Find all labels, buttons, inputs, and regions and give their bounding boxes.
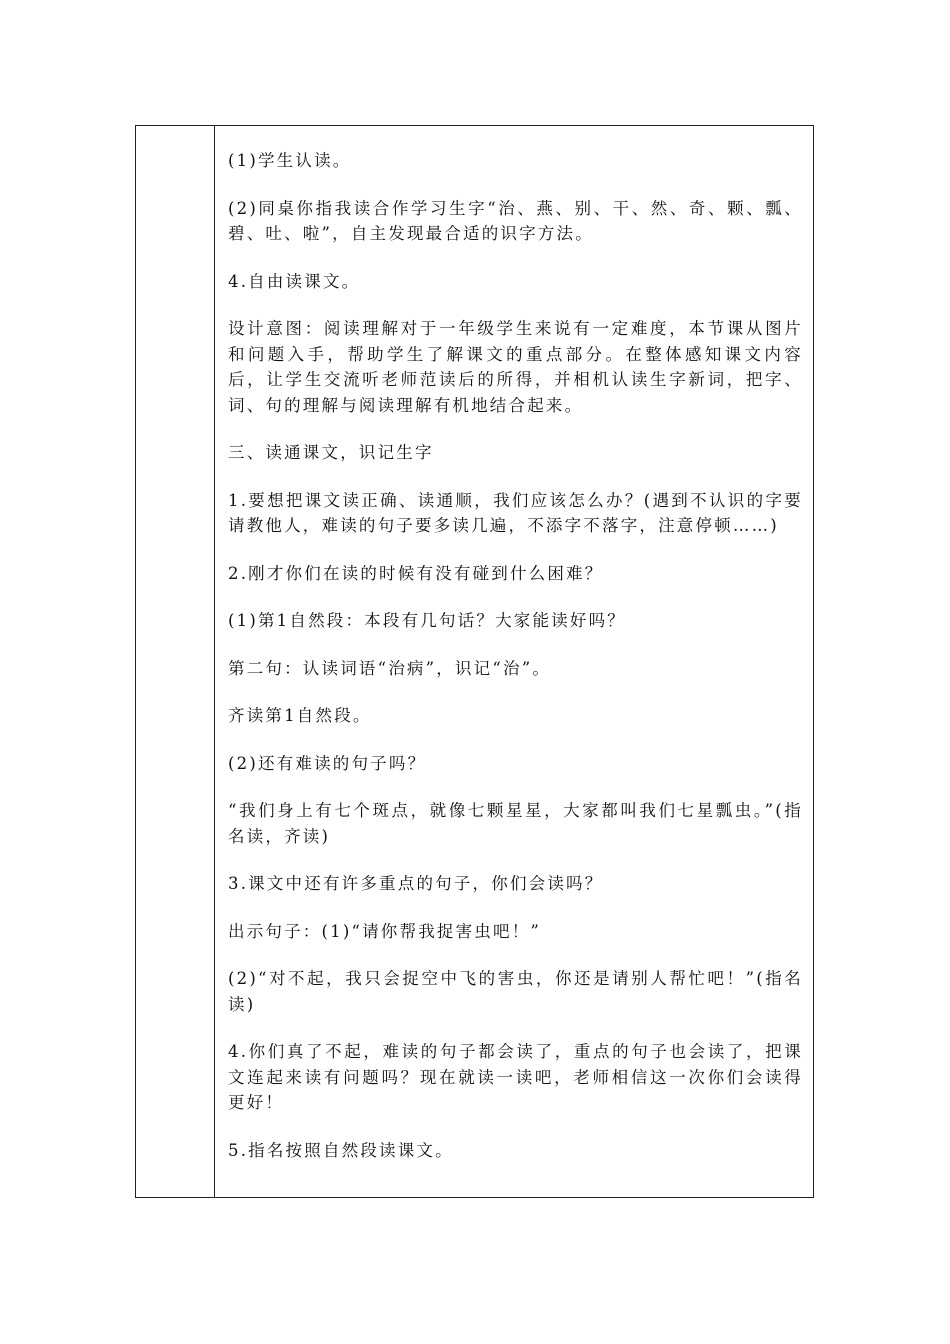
paragraph: (2)同桌你指我读合作学习生字“治、燕、别、干、然、奇、颗、瓢、碧、吐、啦”，自主发现最合适的识字方法。 <box>228 198 803 243</box>
paragraph: 3.课文中还有许多重点的句子，你们会读吗？ <box>228 874 604 893</box>
lesson-table <box>135 125 814 1198</box>
paragraph: 1.要想把课文读正确、读通顺，我们应该怎么办？(遇到不认识的字要请教他人，难读的句子要多读几遍，不添字不落字，注意停顿……) <box>228 490 803 535</box>
table-left-cell <box>136 126 215 1197</box>
paragraph: 出示句子：(1)“请你帮我捉害虫吧！” <box>228 921 542 941</box>
paragraph: (2)还有难读的句子吗？ <box>228 753 427 773</box>
paragraph: 第二句：认读词语“治病”，识记“治”。 <box>228 658 552 678</box>
paragraph: “我们身上有七个斑点，就像七颗星星，大家都叫我们七星瓢虫。”(指名读，齐读) <box>228 801 803 846</box>
table-content-cell <box>228 148 803 1185</box>
paragraph: 5.指名按照自然段读课文。 <box>228 1140 454 1160</box>
paragraph: (1)学生认读。 <box>228 151 352 170</box>
section-heading: 三、读通课文，识记生字 <box>228 443 434 462</box>
paragraph: 设计意图：阅读理解对于一年级学生来说有一定难度，本节课从图片和问题入手，帮助学生了解课文的重点部分。在整体感知课文内容后，让学生交流听老师范读后的所得，并相机认读生字新词，把字、词、句的理解与阅读理解有机地结合起来。 <box>228 319 803 415</box>
paragraph: 4.你们真了不起，难读的句子都会读了，重点的句子也会读了，把课文连起来读有问题吗？现在就读一读吧，老师相信这一次你们会读得更好！ <box>228 1042 803 1112</box>
paragraph: 2.刚才你们在读的时候有没有碰到什么困难？ <box>228 563 604 583</box>
paragraph: (1)第1自然段：本段有几句话？大家能读好吗？ <box>228 611 626 630</box>
paragraph: (2)“对不起，我只会捉空中飞的害虫，你还是请别人帮忙吧！”(指名读) <box>228 969 803 1014</box>
paragraph: 齐读第1自然段。 <box>228 706 372 725</box>
paragraph: 4.自由读课文。 <box>228 271 361 291</box>
